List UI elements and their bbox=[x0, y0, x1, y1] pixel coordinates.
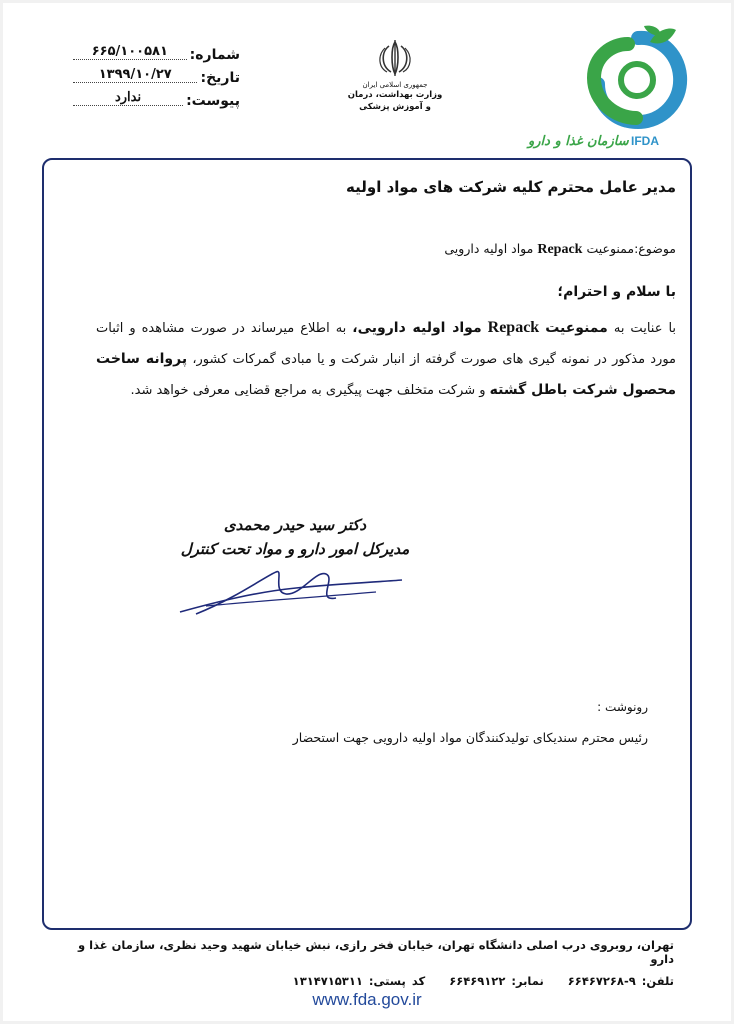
letter-footer bbox=[54, 938, 674, 988]
letter-number-row bbox=[70, 40, 240, 63]
body-part-2: به اطلاع میرساند در صورت مشاهده و اثبات مورد مذکور در نمونه گیری های صورت گرفته از انبار شرکت و یا مبادی گمرکات کشور، bbox=[96, 321, 677, 367]
ifda-logo-persian-text: سازمان غذا و دارو bbox=[528, 134, 629, 149]
letter-date-value: ۱۳۹۹/۱۰/۲۷ bbox=[73, 67, 197, 83]
letter-number-value: ۶۶۵/۱۰۰۵۸۱ bbox=[73, 44, 187, 60]
iran-emblem-icon bbox=[375, 38, 415, 78]
subject-prefix: موضوع:ممنوعیت bbox=[586, 241, 676, 256]
letter-meta bbox=[70, 40, 240, 109]
ministry-header bbox=[340, 38, 450, 113]
body-bold-1: ممنوعیت bbox=[545, 320, 608, 336]
signatory-name: دکتر سید حیدر محمدی bbox=[223, 516, 367, 534]
subject-suffix: مواد اولیه دارویی bbox=[444, 241, 534, 256]
footer-postal-code: کد پستی: ۱۳۱۴۷۱۵۳۱۱ bbox=[292, 974, 426, 988]
footer-fax: نمابر: ۶۶۴۶۹۱۲۲ bbox=[449, 974, 544, 988]
ministry-line-1: جمهوری اسلامی ایران bbox=[362, 81, 428, 89]
footer-phone: تلفن: ۹-۶۶۴۶۷۲۶۸ bbox=[567, 974, 674, 988]
body-latin-term: Repack bbox=[487, 319, 540, 336]
letter-number-label: شماره: bbox=[189, 47, 240, 63]
ifda-logo-icon bbox=[580, 22, 692, 134]
handwritten-signature bbox=[176, 562, 406, 622]
ministry-line-3: و آموزش پزشکی bbox=[359, 102, 431, 112]
body-bold-2: مواد اولیه دارویی، bbox=[352, 320, 482, 336]
letter-subject bbox=[444, 241, 676, 258]
letter-body bbox=[96, 312, 676, 406]
body-bold-3: پروانه ساخت محصول شرکت باطل گشته bbox=[96, 351, 676, 398]
letter-attachment-label: پیوست: bbox=[186, 93, 240, 109]
body-part-1: با عنایت به bbox=[613, 321, 677, 336]
footer-contact bbox=[54, 974, 674, 988]
cc-recipient: رئیس محترم سندیکای تولیدکنندگان مواد اولیه دارویی جهت استحضار bbox=[292, 730, 648, 745]
letter-recipient: مدیر عامل محترم کلیه شرکت های مواد اولیه bbox=[346, 178, 676, 196]
letter-greeting: با سلام و احترام؛ bbox=[557, 284, 676, 300]
signatory-title: مدیرکل امور دارو و مواد تحت کنترل bbox=[180, 540, 410, 558]
ifda-logo bbox=[528, 22, 698, 152]
ifda-logo-latin-text: IFDA bbox=[631, 134, 659, 148]
letter-attachment-value: ندارد bbox=[73, 90, 183, 106]
letter-date-label: تاریخ: bbox=[200, 70, 240, 86]
letter-date-row bbox=[70, 63, 240, 86]
subject-latin-term: Repack bbox=[537, 242, 583, 257]
footer-address: تهران، روبروی درب اصلی دانشگاه تهران، خیابان فخر رازی، نبش خیابان شهید وحید نظری، سازمان غذا و دارو bbox=[77, 938, 674, 966]
cc-label: رونوشت : bbox=[597, 700, 648, 714]
letter-attachment-row bbox=[70, 86, 240, 109]
footer-website-link[interactable]: www.fda.gov.ir bbox=[312, 990, 422, 1009]
ministry-line-2: وزارت بهداشت، درمان bbox=[347, 90, 443, 100]
signature-block bbox=[170, 516, 420, 558]
body-part-3: و شرکت متخلف جهت پیگیری به مراجع قضایی معرفی خواهد شد. bbox=[130, 383, 486, 398]
